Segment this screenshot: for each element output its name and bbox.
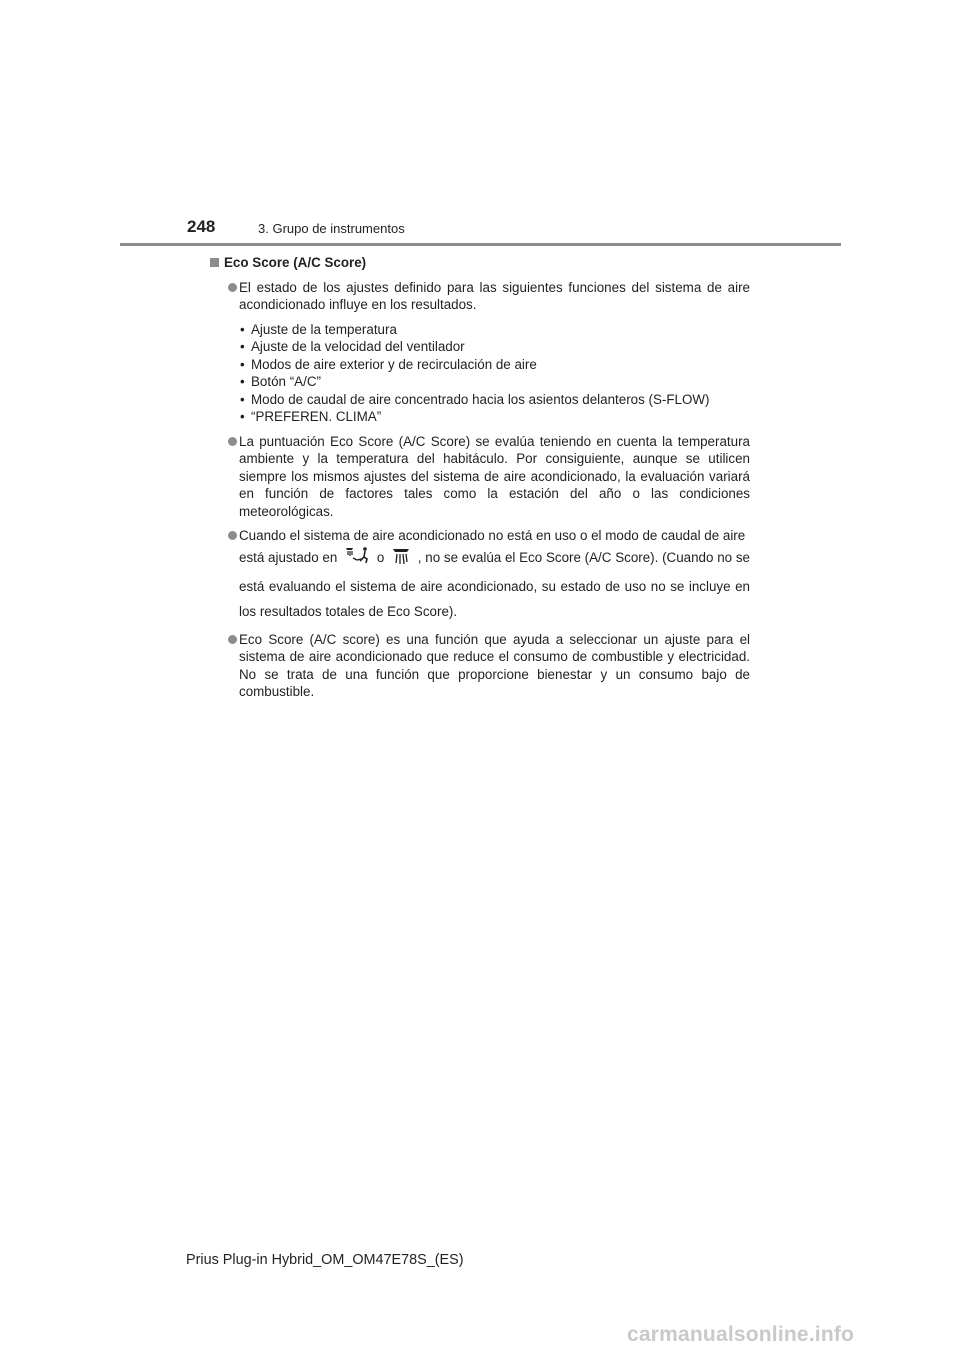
- list-item-text: , no se evalúa el Eco Score (A/C Score). (Cuando no se está evaluando el sistema de aire acondicionado, su estado de uso no se incluye en los resultados totales de Eco Score).: [239, 549, 750, 619]
- list-item: [210, 631, 750, 701]
- sub-list-item: • Modo de caudal de aire concentrado hacia los asientos delanteros (S-FLOW): [239, 391, 750, 409]
- list-item-text: El estado de los ajustes definido para las siguientes funciones del sistema de aire acondicionado influye en los resultados.: [239, 279, 750, 312]
- sub-list-item: • Ajuste de la temperatura: [239, 321, 750, 339]
- sub-list-item: • Ajuste de la velocidad del ventilador: [239, 338, 750, 356]
- sub-list-item: • Botón “A/C”: [239, 373, 750, 391]
- page-number: 248: [187, 217, 216, 236]
- main-content: [210, 254, 750, 708]
- circle-bullet-icon: [228, 635, 237, 644]
- airflow-windshield-feet-icon: [344, 546, 370, 574]
- header-rule: [120, 243, 841, 246]
- list-item: [210, 433, 750, 521]
- list-item-text: La puntuación Eco Score (A/C Score) se evalúa teniendo en cuenta la temperatura ambiente y la temperatura del habitáculo. Por consiguiente, aunque se utilicen siempre los mismos ajustes del sistema de aire acondicionado, la evaluación variará en función de factores tales como la estación del año o las condiciones meteorológicas.: [239, 433, 750, 519]
- airflow-windshield-icon: [391, 546, 411, 574]
- sub-list-item: • Modos de aire exterior y de recirculación de aire: [239, 356, 750, 374]
- section-heading: [210, 254, 750, 272]
- sub-list-item: • “PREFEREN. CLIMA”: [239, 408, 750, 426]
- chapter-title: 3. Grupo de instrumentos: [258, 221, 405, 236]
- list-item: [210, 527, 750, 624]
- list-item-text: Cuando el sistema de aire acondicionado no está en uso o el modo de caudal de aire: [239, 528, 746, 543]
- square-bullet-icon: [210, 258, 219, 267]
- list-item-text: está ajustado en: [239, 549, 338, 565]
- sub-list: [239, 321, 750, 426]
- circle-bullet-icon: [228, 531, 237, 540]
- footer-doc-id: Prius Plug-in Hybrid_OM_OM47E78S_(ES): [186, 1252, 464, 1268]
- list-item-text: Eco Score (A/C score) es una función que ayuda a seleccionar un ajuste para el sistema de aire acondicionado que reduce el consumo de combustible y electricidad. No se trata de una función que proporcione bienestar y un consumo bajo de combustible.: [239, 631, 750, 699]
- circle-bullet-icon: [228, 283, 237, 292]
- circle-bullet-icon: [228, 437, 237, 446]
- watermark: carmanualsonline.info: [627, 1323, 855, 1346]
- section-heading-text: Eco Score (A/C Score): [224, 255, 367, 270]
- list-item-text: o: [376, 549, 385, 565]
- list-item: [210, 279, 750, 426]
